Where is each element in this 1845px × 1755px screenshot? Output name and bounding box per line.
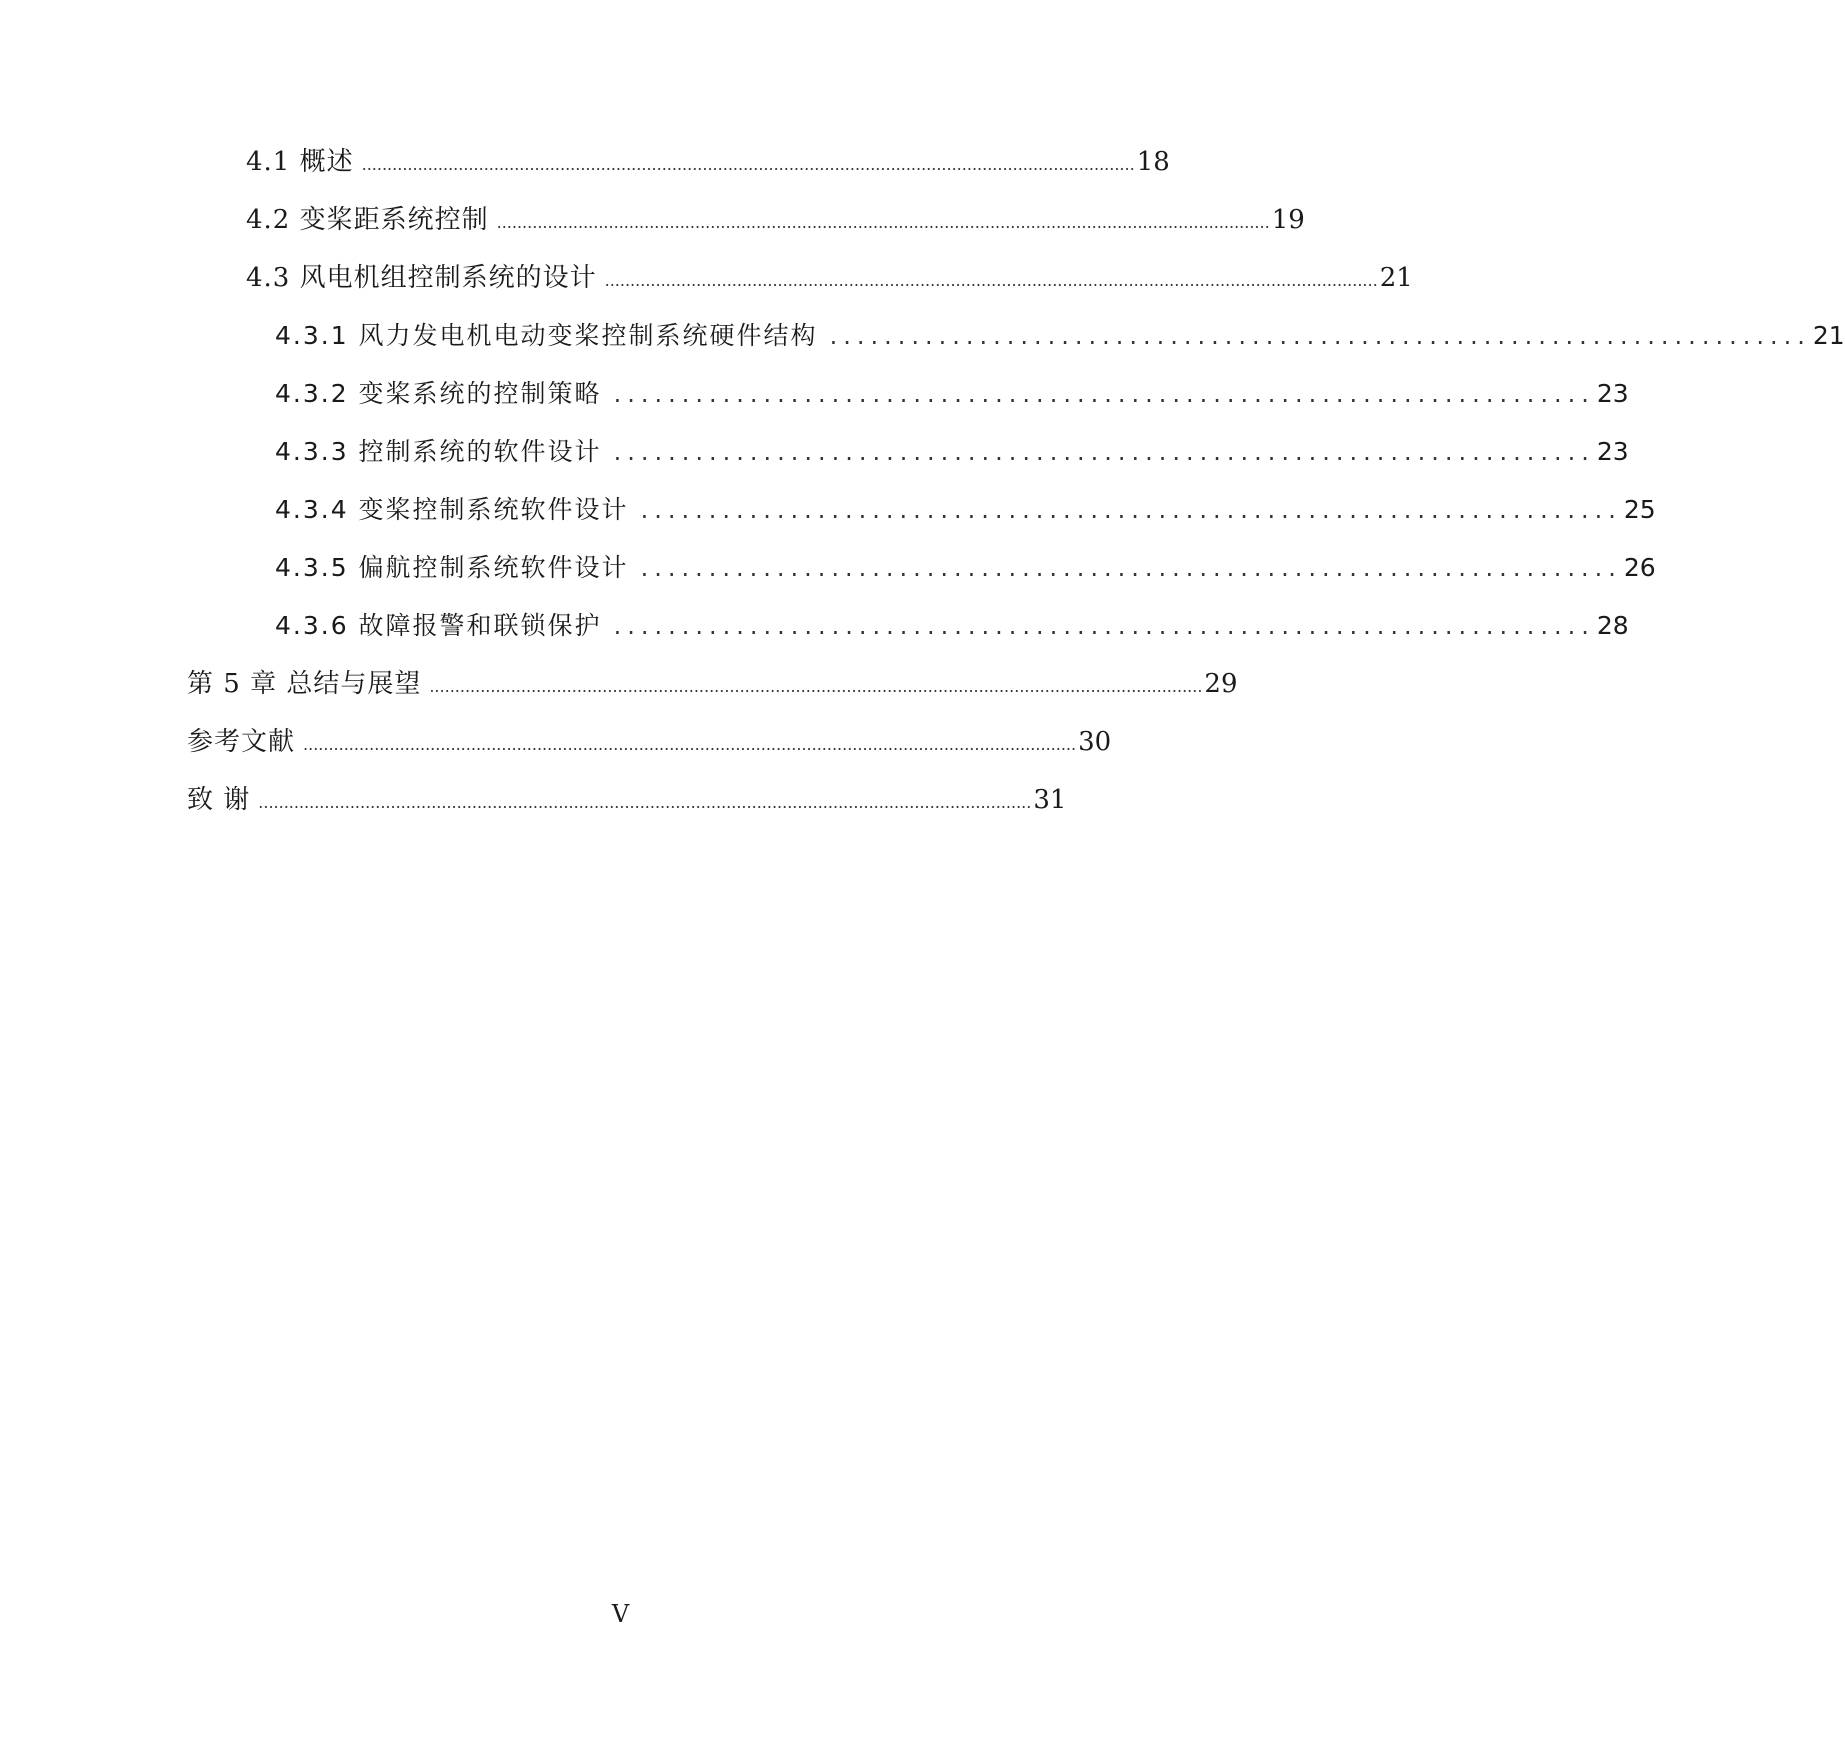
toc-entry-title: 4.3.5 偏航控制系统软件设计 bbox=[275, 553, 629, 582]
toc-entry-title: 4.1 概述 bbox=[246, 147, 354, 177]
toc-entry-title: 4.3.3 控制系统的软件设计 bbox=[275, 437, 602, 466]
dot-leader: ........................................................................ bbox=[613, 438, 1595, 466]
toc-entry[interactable] bbox=[275, 430, 1629, 474]
toc-entry[interactable] bbox=[246, 256, 1413, 300]
toc-entry-title: 4.3.4 变桨控制系统软件设计 bbox=[275, 495, 629, 524]
dot-leader: ........................................................................ bbox=[613, 380, 1595, 408]
toc-entry-page: 21 bbox=[1379, 263, 1413, 293]
dot-leader: ........................................................................ bbox=[640, 554, 1622, 582]
toc-entry[interactable] bbox=[187, 720, 1112, 764]
page-number: V bbox=[611, 1600, 630, 1628]
toc-entry-title: 参考文献 bbox=[187, 727, 296, 757]
dot-leader: ........................................................................ bbox=[613, 612, 1595, 640]
dot-leader: ........................................................................................................................................................ bbox=[604, 271, 1378, 290]
dot-leader: ........................................................................................................................................................ bbox=[303, 735, 1077, 754]
toc-entry-page: 29 bbox=[1204, 669, 1238, 699]
toc-entry[interactable] bbox=[187, 778, 1067, 822]
dot-leader: ........................................................................ bbox=[640, 496, 1622, 524]
toc-entry-title: 4.3.6 故障报警和联锁保护 bbox=[275, 611, 602, 640]
toc-entry-title: 4.3.1 风力发电机电动变桨控制系统硬件结构 bbox=[275, 321, 818, 350]
toc-entry-page: 26 bbox=[1623, 553, 1656, 582]
toc-entry-title: 第 5 章 总结与展望 bbox=[187, 669, 422, 699]
toc-entry-title: 4.2 变桨距系统控制 bbox=[246, 205, 489, 235]
toc-entry[interactable] bbox=[246, 140, 1170, 184]
toc-entry[interactable] bbox=[275, 604, 1629, 648]
toc-entry[interactable] bbox=[187, 662, 1238, 706]
toc-entry-page: 28 bbox=[1596, 611, 1629, 640]
toc-entry-page: 23 bbox=[1596, 379, 1629, 408]
dot-leader: ........................................................................................................................................................ bbox=[429, 677, 1203, 696]
toc-entry-page: 19 bbox=[1271, 205, 1305, 235]
toc-entry-title: 4.3.2 变桨系统的控制策略 bbox=[275, 379, 602, 408]
toc-entry[interactable] bbox=[246, 198, 1305, 242]
dot-leader: ........................................................................................................................................................ bbox=[496, 213, 1270, 232]
dot-leader: ........................................................................................................................................................ bbox=[258, 793, 1032, 812]
toc-entry-page: 30 bbox=[1078, 727, 1112, 757]
toc-entry-page: 31 bbox=[1033, 785, 1067, 815]
toc-entry-page: 23 bbox=[1596, 437, 1629, 466]
toc-entry-page: 25 bbox=[1623, 495, 1656, 524]
dot-leader: ........................................................................................................................................................ bbox=[361, 155, 1135, 174]
toc-entry-page: 21 bbox=[1812, 321, 1845, 350]
toc-entry-title: 4.3 风电机组控制系统的设计 bbox=[246, 263, 597, 293]
toc-entry[interactable] bbox=[275, 546, 1656, 590]
toc-entry-title: 致 谢 bbox=[187, 785, 251, 815]
dot-leader: ........................................................................ bbox=[829, 322, 1811, 350]
toc-entry[interactable] bbox=[275, 314, 1845, 358]
toc-entry-page: 18 bbox=[1136, 147, 1170, 177]
toc-entry[interactable] bbox=[275, 488, 1656, 532]
toc-entry[interactable] bbox=[275, 372, 1629, 416]
